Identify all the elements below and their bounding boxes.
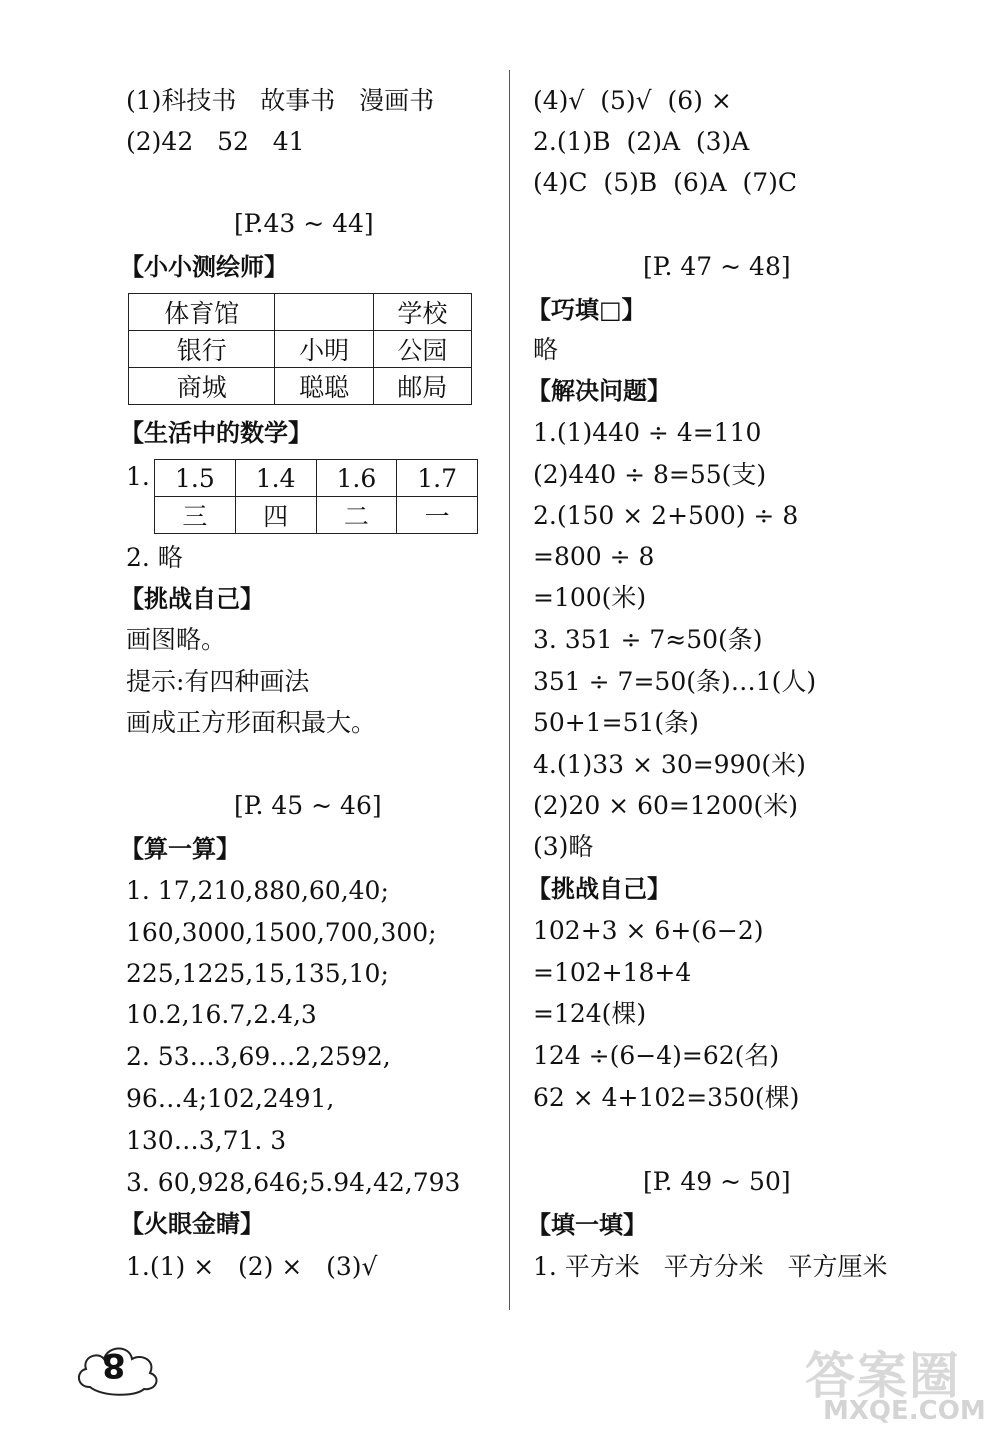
- answer-line: 10.2,16.7,2.4,3: [126, 1000, 317, 1029]
- life-math-table: [154, 459, 478, 534]
- table-cell: 公园: [373, 331, 471, 368]
- column-divider: [509, 70, 510, 1310]
- answer-line: 略: [533, 335, 559, 364]
- watermark-title: 答案圈: [805, 1347, 961, 1405]
- table-cell: 商城: [129, 368, 275, 405]
- page-range-label: [P.43 ~ 44]: [234, 209, 374, 238]
- answer-line: 2. 53…3,69…2,2592,: [126, 1042, 391, 1071]
- answer-line: (3)略: [533, 832, 594, 861]
- answer-line: 124 ÷(6−4)=62(名): [533, 1041, 780, 1070]
- table-cell: 1.7: [397, 460, 478, 497]
- answer-line: 102+3 × 6+(6−2): [533, 916, 764, 945]
- watermark: [805, 1330, 1000, 1432]
- table-cell: 银行: [129, 331, 275, 368]
- page-range-label: [P. 49 ~ 50]: [643, 1167, 791, 1196]
- section-heading: 【巧填□】: [527, 296, 646, 324]
- table-cell: 一: [397, 497, 478, 534]
- answer-line: 130…3,71. 3: [126, 1126, 287, 1155]
- answer-line: (2)20 × 60=1200(米): [533, 791, 798, 820]
- answer-line: 画图略。: [126, 625, 227, 654]
- answer-line: 50+1=51(条): [533, 708, 699, 737]
- page-number: 8: [102, 1345, 126, 1385]
- table-cell: 1.4: [235, 460, 316, 497]
- page-range-label: [P. 45 ~ 46]: [234, 791, 382, 820]
- table-cell: 小明: [275, 331, 373, 368]
- table-cell: 二: [316, 497, 397, 534]
- answer-line: 2.(150 × 2+500) ÷ 8: [533, 501, 799, 530]
- section-heading: 【填一填】: [527, 1211, 647, 1239]
- section-heading: 【火眼金睛】: [120, 1210, 264, 1238]
- table-cell: [275, 294, 373, 331]
- answer-line: (1)科技书 故事书 漫画书: [126, 86, 435, 115]
- table-cell: 邮局: [373, 368, 471, 405]
- answer-line: (4)√ (5)√ (6) ×: [533, 86, 732, 115]
- table-cell: 学校: [373, 294, 471, 331]
- answer-line: =800 ÷ 8: [533, 542, 655, 571]
- answer-line: 96…4;102,2491,: [126, 1084, 335, 1113]
- answer-line: =124(棵): [533, 999, 647, 1028]
- page-number-cloud: [72, 1335, 162, 1403]
- question-number: 1.: [126, 462, 150, 491]
- section-heading: 【挑战自己】: [527, 875, 671, 903]
- map-table: [128, 293, 472, 405]
- answer-line: 62 × 4+102=350(棵): [533, 1083, 800, 1112]
- section-heading: 【小小测绘师】: [120, 253, 288, 281]
- page-range-label: [P. 47 ~ 48]: [643, 252, 791, 281]
- answer-line: 2.(1)B (2)A (3)A: [533, 127, 750, 156]
- answer-line: 1.(1) × (2) × (3)√: [126, 1252, 378, 1281]
- answer-line: =102+18+4: [533, 958, 692, 987]
- answer-line: =100(米): [533, 583, 647, 612]
- section-heading: 【挑战自己】: [120, 585, 264, 613]
- answer-line: 2. 略: [126, 543, 183, 572]
- section-heading: 【算一算】: [120, 835, 240, 863]
- answer-line: 160,3000,1500,700,300;: [126, 918, 437, 947]
- table-cell: 三: [155, 497, 236, 534]
- table-cell: 1.6: [316, 460, 397, 497]
- table-cell: 1.5: [155, 460, 236, 497]
- table-cell: 体育馆: [129, 294, 275, 331]
- section-heading: 【生活中的数学】: [120, 419, 312, 447]
- table-cell: 聪聪: [275, 368, 373, 405]
- section-heading: 【解决问题】: [527, 377, 671, 405]
- answer-line: 351 ÷ 7=50(条)…1(人): [533, 667, 817, 696]
- answer-line: (2)42 52 41: [126, 127, 305, 156]
- watermark-url: MXQE.COM: [823, 1396, 986, 1426]
- answer-line: 画成正方形面积最大。: [126, 708, 377, 737]
- answer-line: 提示:有四种画法: [126, 667, 310, 696]
- answer-line: (4)C (5)B (6)A (7)C: [533, 168, 798, 197]
- answer-line: (2)440 ÷ 8=55(支): [533, 460, 767, 489]
- table-cell: 四: [235, 497, 316, 534]
- answer-line: 1. 平方米 平方分米 平方厘米: [533, 1252, 888, 1281]
- answer-line: 1.(1)440 ÷ 4=110: [533, 418, 762, 447]
- answer-line: 4.(1)33 × 30=990(米): [533, 750, 806, 779]
- answer-line: 3. 60,928,646;5.94,42,793: [126, 1168, 461, 1197]
- answer-line: 3. 351 ÷ 7≈50(条): [533, 625, 763, 654]
- answer-line: 225,1225,15,135,10;: [126, 959, 389, 988]
- answer-line: 1. 17,210,880,60,40;: [126, 876, 389, 905]
